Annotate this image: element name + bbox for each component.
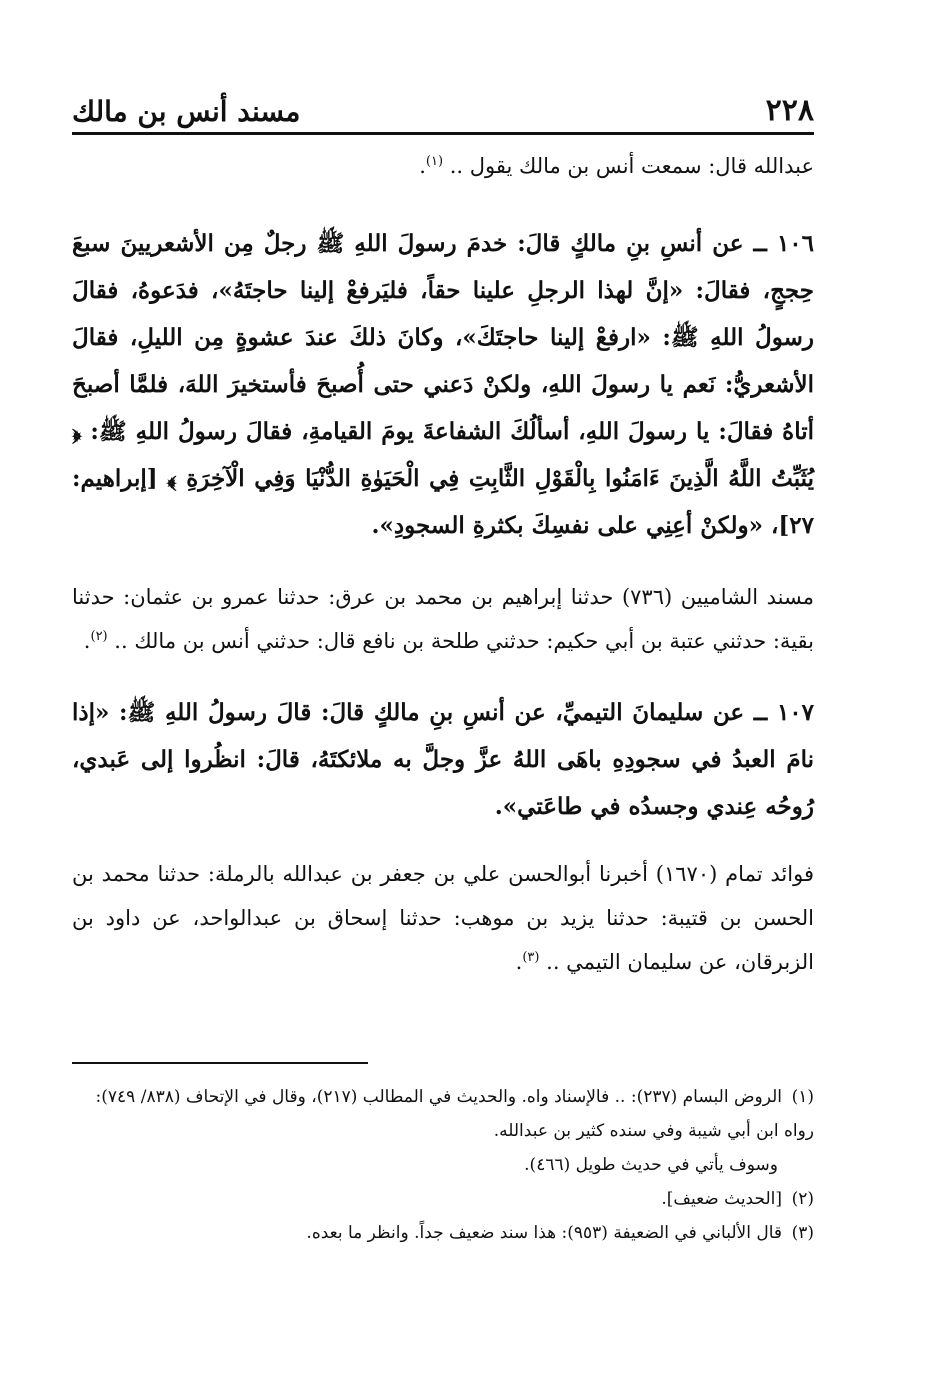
source-107-end: . xyxy=(515,950,523,974)
footnote-text: [الحديث ضعيف]. xyxy=(661,1189,782,1209)
footnote-text: الروض البسام (٢٣٧): .. فالإسناد واه. والحديث في المطالب (٢١٧)، وقال في الإتحاف (٨٣٨/ ٧٤٩): رواه ابن أبي شيبة وفي سنده كثير بن عبدالله. xyxy=(95,1087,814,1141)
footnote-ref-1: (١) xyxy=(425,154,444,169)
intro-line xyxy=(72,146,814,186)
footnote-number: (٢) xyxy=(791,1189,814,1209)
footnote-3 xyxy=(72,1216,814,1250)
footnote-1-continued xyxy=(72,1148,814,1182)
footnote-ref-2: (٢) xyxy=(90,629,108,644)
hadith-107: ١٠٧ ــ عن سليمانَ التيميِّ، عن أنسِ بنِ مالكٍ قالَ: قالَ رسولُ اللهِ ﷺ: «إذا نامَ العبدُ في سجودِهِ باهَى اللهُ عزَّ وجلَّ به ملائكتَهُ، قالَ: انظُروا إلى عَبدي، رُوحُه عِندي وجسدُه في طاعَتي». xyxy=(72,699,814,820)
intro-text: عبدالله قال: سمعت أنس بن مالك يقول .. xyxy=(443,154,814,178)
book-page xyxy=(72,84,814,1324)
intro-end: . xyxy=(419,154,426,178)
source-106-end: . xyxy=(83,629,91,653)
page-number: ٢٢٨ xyxy=(765,93,814,128)
footnote-text: وسوف يأتي في حديث طويل (٤٦٦). xyxy=(524,1155,778,1175)
footnote-1 xyxy=(72,1080,814,1148)
running-title: مسند أنس بن مالك xyxy=(72,95,301,128)
footnotes xyxy=(72,1080,814,1250)
source-107 xyxy=(72,852,814,984)
page-body xyxy=(72,146,814,984)
hadith-106: ١٠٦ ــ عن أنسِ بنِ مالكٍ قالَ: خدمَ رسولَ اللهِ ﷺ رجلٌ مِن الأشعريينَ سبعَ حِججٍ، فقالَ: «إنَّ لهذا الرجلِ علينا حقاً، فليَرفعْ إلينا حاجتَهُ»، فدَعوهُ، فقالَ رسولُ اللهِ ﷺ: «ارفعْ إلينا حاجتَكَ»، وكانَ ذلكَ عندَ عشوةٍ مِن الليلِ، فقالَ الأشعريُّ: نَعم يا رسولَ اللهِ، ولكنْ دَعني حتى أُصبحَ فأستخيرَ اللهَ، فلمَّا أصبحَ أتاهُ فقالَ: يا رسولَ اللهِ، أسألُكَ الشفاعةَ يومَ القيامةِ، فقالَ رسولُ اللهِ ﷺ: ﴿ يُثَبِّتُ اللَّهُ الَّذِينَ ءَامَنُوا بِالْقَوْلِ الثَّابِتِ فِي الْحَيَوٰةِ الدُّنْيَا وَفِي الْآخِرَةِ ﴾ [إبراهيم: ٢٧]، «ولكنْ أعِنِي على نفسِكَ بكثرةِ السجودِ». xyxy=(72,230,814,539)
source-107-text: فوائد تمام (١٦٧٠) أخبرنا أبوالحسن علي بن جعفر بن عبدالله بالرملة: حدثنا محمد بن الحسن بن قتيبة: حدثنا يزيد بن موهب: حدثنا إسحاق بن عبدالواحد، عن داود بن الزبرقان، عن سليمان التيمي .. xyxy=(72,862,814,974)
footnote-number: (٣) xyxy=(791,1223,814,1243)
footnote-ref-3: (٣) xyxy=(522,950,540,965)
footnote-number: (١) xyxy=(791,1087,814,1107)
footnote-2 xyxy=(72,1182,814,1216)
footnote-separator xyxy=(72,1062,368,1064)
footnote-text: قال الألباني في الضعيفة (٩٥٣): هذا سند ضعيف جداً. وانظر ما بعده. xyxy=(306,1223,782,1243)
page-header xyxy=(72,84,814,135)
source-106 xyxy=(72,575,814,663)
source-106-text: مسند الشاميين (٧٣٦) حدثنا إبراهيم بن محمد بن عرق: حدثنا عمرو بن عثمان: حدثنا بقية: حدثني عتبة بن أبي حكيم: حدثني طلحة بن نافع قال: حدثني أنس بن مالك .. xyxy=(72,585,814,653)
